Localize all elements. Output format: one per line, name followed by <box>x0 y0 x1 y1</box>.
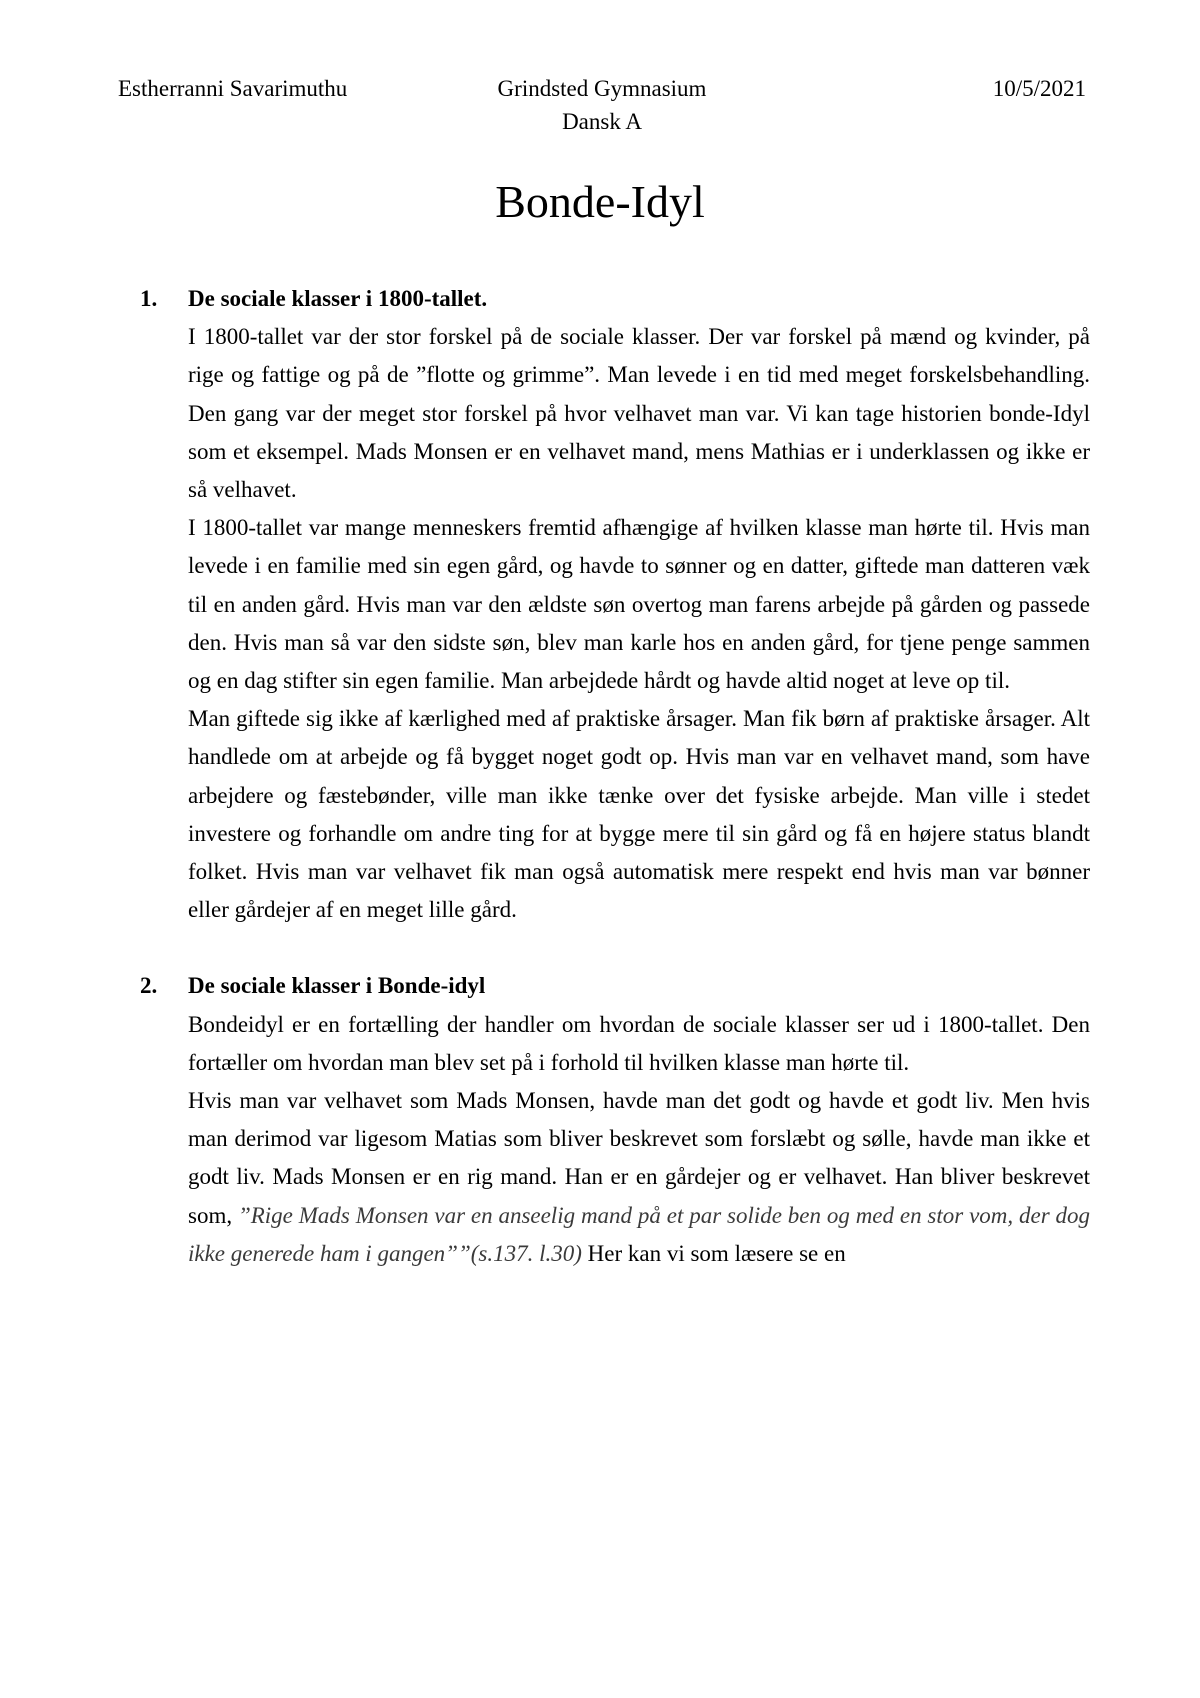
paragraph-continuation: Her kan vi som læsere se en <box>587 1240 846 1266</box>
paragraph: I 1800-tallet var mange menneskers fremtid afhængige af hvilken klasse man hørte til. Hvis man levede i en familie med sin egen gård, og havde to sønner og en datter, giftede man datteren væk til en anden gård. Hvis man var den ældste søn overtog man farens arbejde på gården og passede den. Hvis man så var den sidste søn, blev man karle hos en anden gård, for tjene penge sammen og en dag stifter sin egen familie. Man arbejdede hårdt og havde altid noget at leve op til. <box>188 515 1090 694</box>
section-heading: De sociale klasser i 1800-tallet. <box>188 286 488 311</box>
section-2 <box>140 967 1090 1273</box>
document-date: 10/5/2021 <box>992 76 1086 101</box>
document-body <box>140 280 1090 1273</box>
paragraph: Man giftede sig ikke af kærlighed med af praktiske årsager. Man fik børn af praktiske årsager. Alt handlede om at arbejde og få bygget noget godt op. Hvis man var en velhavet mand, som have arbejdere og fæstebønder, ville man ikke tænke over det fysiske arbejde. Man ville i stedet investere og forhandle om andre ting for at bygge mere til sin gård og få en højere status blandt folket. Hvis man var velhavet fik man også automatisk mere respekt end hvis man var bønner eller gårdejer af en meget lille gård. <box>188 706 1090 923</box>
page-header <box>118 72 1086 142</box>
section-number: 1. <box>140 286 158 311</box>
subject-name: Dansk A <box>562 109 642 134</box>
paragraph-with-quote <box>188 1082 1090 1273</box>
paragraph-text: Hvis man var velhavet som Mads Monsen, havde man det godt og havde et godt liv. Men hvis man derimod var ligesom Matias som bliver beskrevet som forslæbt og sølle, havde man ikke et godt liv. Mads Monsen er en rig mand. Han er en gårdejer og er velhavet. Han bliver beskrevet som, <box>188 1088 1090 1228</box>
section-1 <box>140 280 1090 929</box>
section-number: 2. <box>140 973 158 999</box>
paragraph: I 1800-tallet var der stor forskel på de sociale klasser. Der var forskel på mænd og kvinder, på rige og fattige og på de ”flotte og grimme”. Man levede i en tid med meget forskelsbehandling. Den gang var der meget stor forskel på hvor velhavet man var. Vi kan tage historien bonde-Idyl som et eksempel. Mads Monsen er en velhavet mand, mens Mathias er i underklassen og ikke er så velhavet. <box>188 324 1090 503</box>
page-title: Bonde-Idyl <box>495 176 705 227</box>
school-name: Grindsted Gymnasium <box>497 76 707 101</box>
header-center <box>118 72 1086 138</box>
author-name: Estherranni Savarimuthu <box>118 76 348 101</box>
paragraph: Bondeidyl er en fortælling der handler om hvordan de sociale klasser ser ud i 1800-tallet. Den fortæller om hvordan man blev set på i forhold til hvilken klasse man hørte til. <box>188 1011 1090 1075</box>
book-quote: ”Rige Mads Monsen var en anseelig mand på et par solide ben og med en stor vom, der dog ikke generede ham i gangen””(s.137. l.30) <box>188 1202 1090 1266</box>
section-heading: De sociale klasser i Bonde-idyl <box>188 973 486 999</box>
